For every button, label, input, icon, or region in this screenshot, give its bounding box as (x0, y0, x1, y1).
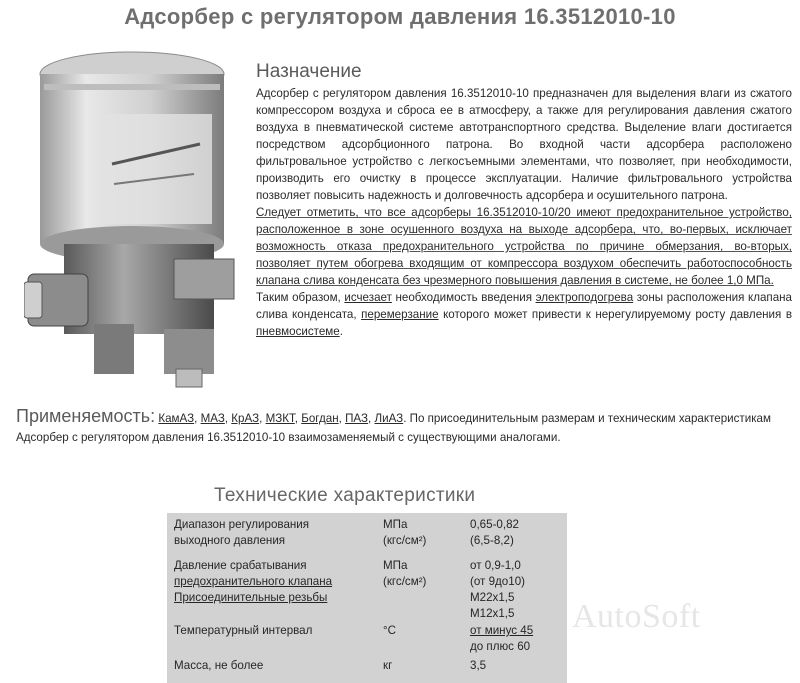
spec-value (470, 517, 565, 549)
watermark: AutoSoft (572, 598, 701, 635)
adsorber-product-image (24, 44, 240, 390)
spec-unit (383, 558, 463, 590)
purpose-paragraph-1: Адсорбер с регулятором давления 16.3512010-10 предназначен для выделения влаги из сжатого компрессором воздуха и сброса ее в атмосферу, а также для регулирования давления сжатого воздуха в пневматической системе автотранспортного средства. Выделение влаги достигается посредством адсорбционного патрона. Во входной части адсорбера расположено фильтровальное устройство с легкосъемными элементами, что позволяет, при необходимости, производить его очистку в процессе эксплуатации. Наличие фильтровального устройства позволяет повысить надежность и долговечность адсорбера и осушительного патрона. (256, 87, 792, 202)
spec-unit-line: °С (383, 624, 397, 637)
spec-value-line: (от 9до10) (470, 575, 526, 588)
p3-part-a: Таким образом, (256, 291, 345, 304)
usage-brand: КрАЗ (231, 412, 260, 425)
usage-brand-list: КамАЗ, МАЗ, КрАЗ, МЗКТ, Богдан, ПАЗ, ЛиАЗ (158, 412, 404, 425)
p3-part-c: необходимость введения (391, 291, 536, 304)
spec-unit (383, 517, 463, 549)
p3-part-e: зоны расположения клапана слива конденсата, (256, 291, 792, 321)
usage-section (16, 407, 792, 447)
spec-value (470, 658, 565, 674)
spec-unit (383, 658, 463, 674)
spec-param-line: выходного давления (174, 534, 286, 547)
spec-unit-line: МПа (383, 559, 408, 572)
p3-part-h: пневмосистеме (256, 325, 340, 338)
spec-unit-line (383, 590, 463, 606)
spec-param (174, 590, 374, 606)
spec-value-line: M22x1,5 (470, 591, 515, 604)
spec-value-line: (6,5-8,2) (470, 534, 514, 547)
spec-param-line: Температурный интервал (174, 624, 313, 637)
usage-brand: МАЗ (200, 412, 225, 425)
spec-heading: Технические характеристики (214, 485, 476, 506)
spec-value (470, 590, 565, 622)
p3-part-g: которого может привести к нерегулируемому росту давления в (438, 308, 792, 321)
purpose-paragraph-3 (256, 289, 792, 340)
spec-table (167, 513, 567, 683)
purpose-text (256, 85, 792, 340)
spec-param-line: Давление срабатывания (174, 559, 307, 572)
spec-unit-line: (кгс/см²) (383, 575, 427, 588)
spec-unit-line: (кгс/см²) (383, 534, 427, 547)
spec-value-line: M12x1,5 (470, 607, 515, 620)
usage-brand: ПАЗ (345, 412, 369, 425)
spec-param-line: предохранительного клапана (174, 575, 333, 588)
spec-param (174, 623, 374, 639)
usage-brand: ЛиАЗ (374, 412, 404, 425)
purpose-heading: Назначение (256, 61, 362, 82)
spec-param-line: Присоединительные резьбы (174, 591, 328, 604)
usage-heading: Применяемость: (16, 406, 156, 426)
spec-value (470, 623, 565, 655)
p3-part-b: исчезает (344, 291, 392, 304)
spec-param (174, 517, 374, 549)
spec-value-line: от минус 45 (470, 624, 534, 637)
page-title: Адсорбер с регулятором давления 16.3512010-10 (124, 4, 676, 29)
p3-part-f: перемерзание (361, 308, 439, 321)
spec-unit (383, 590, 463, 606)
spec-param (174, 658, 374, 674)
spec-value-line: до плюс 60 (470, 640, 531, 653)
spec-unit-line: МПа (383, 518, 408, 531)
usage-brand: Богдан (301, 412, 339, 425)
usage-text: . По присоединительным размерам и техническим характеристикам Адсорбер с регулятором давления 16.3512010-10 взаимозаменяемый с существующими аналогами. (16, 412, 771, 444)
spec-unit-line: кг (383, 659, 393, 672)
p3-part-i: . (339, 325, 343, 338)
spec-unit (383, 623, 463, 639)
spec-value (470, 558, 565, 590)
spec-param-line: Масса, не более (174, 659, 264, 672)
p3-part-d: электроподогрева (535, 291, 634, 304)
spec-param-line: Диапазон регулирования (174, 518, 310, 531)
purpose-paragraph-2: Следует отметить, что все адсорберы 16.3512010-10/20 имеют предохранительное устройство, расположенное в зоне осушенного воздуха на выходе адсорбера, что, во-первых, исключает возможность отказа предохранительного устройства по причине обмерзания, во-вторых, позволяет путем обогрева входящим от компрессора воздухом обеспечить работоспособность клапана слива конденсата без чрезмерного повышения давления в системе, не более 1,0 МПа. (256, 206, 792, 287)
spec-value-line: 3,5 (470, 659, 487, 672)
spec-value-line: 0,65-0,82 (470, 518, 519, 531)
usage-brand: КамАЗ (158, 412, 195, 425)
usage-brand: МЗКТ (265, 412, 295, 425)
spec-param (174, 558, 374, 590)
spec-value-line: от 0,9-1,0 (470, 559, 521, 572)
